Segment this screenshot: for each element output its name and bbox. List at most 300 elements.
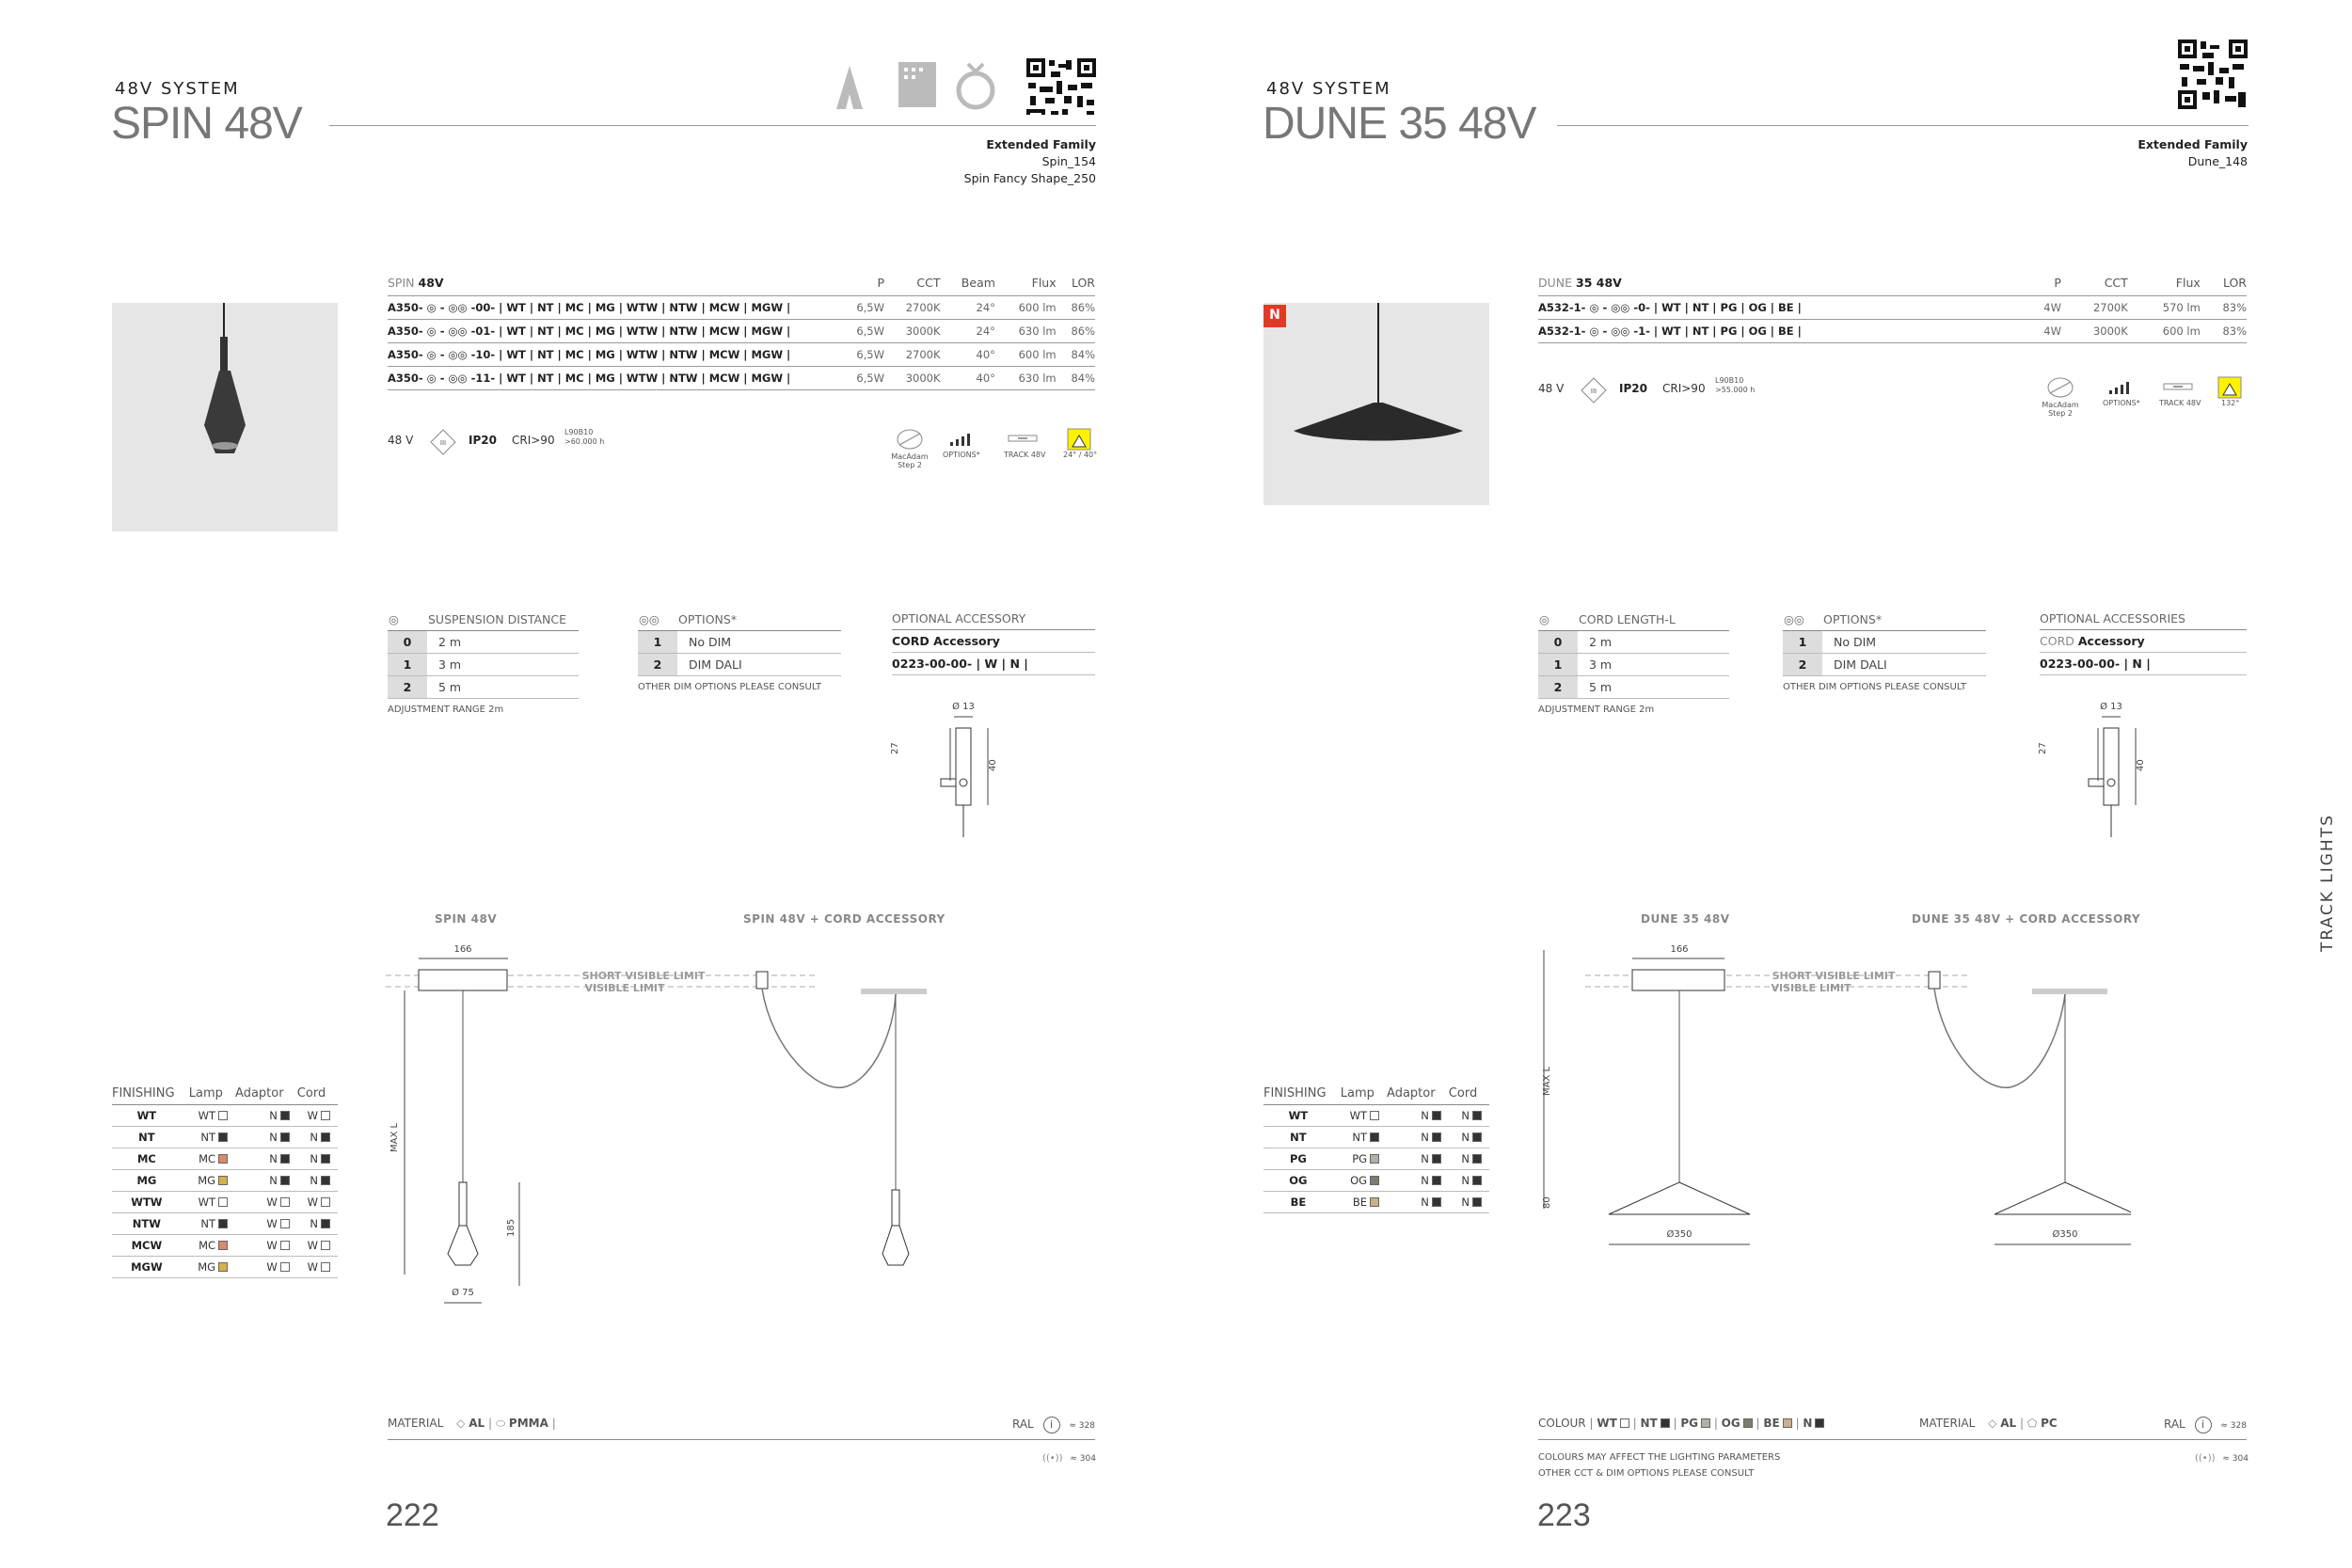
- finishing-lamp: [189, 1192, 235, 1213]
- finishing-cord: [1449, 1192, 1489, 1213]
- finishing-cord-code: W: [307, 1260, 318, 1274]
- finishing-code: MCW: [112, 1235, 189, 1257]
- finishing-row[interactable]: [112, 1235, 338, 1257]
- spec-code: A350- ◎ - ◎◎ -00- | WT | NT | MC | MG | WTW | NTW | MCW | MGW |: [388, 296, 839, 320]
- left-title-rule: [329, 125, 1096, 126]
- color-swatch: [1815, 1418, 1824, 1428]
- cct-note: OTHER CCT & DIM OPTIONS PLEASE CONSULT: [1538, 1468, 1755, 1479]
- max-l-label: MAX L: [1542, 1066, 1552, 1096]
- finishing-ad: [1387, 1127, 1449, 1148]
- adaptor-header: Adaptor: [235, 1086, 297, 1105]
- qr-code-icon: [2178, 40, 2248, 109]
- finishing-ad: [1387, 1105, 1449, 1127]
- right-product-title: DUNE 35 48V: [1263, 99, 1536, 149]
- finishing-lamp: [189, 1170, 235, 1192]
- finishing-code: NTW: [112, 1213, 189, 1235]
- spec-header-p: P: [877, 276, 884, 290]
- color-swatch: [218, 1132, 228, 1142]
- new-badge: N: [1263, 305, 1286, 327]
- adaptor-header: Adaptor: [1387, 1086, 1449, 1105]
- spec-beam: 40°: [941, 343, 995, 367]
- color-swatch: [1661, 1418, 1670, 1428]
- family-item[interactable]: Spin Fancy Shape_250: [963, 171, 1096, 185]
- finishing-cord-code: W: [307, 1109, 318, 1122]
- color-swatch: [1432, 1154, 1441, 1164]
- left-material-row: MATERIAL ◇ AL | ⬭ PMMA |: [388, 1417, 556, 1430]
- accessory-title: [2040, 630, 2247, 653]
- color-swatch: [1783, 1418, 1792, 1428]
- finishing-lamp-code: NT: [200, 1217, 216, 1230]
- color-swatch: [321, 1219, 330, 1228]
- finishing-row[interactable]: [1263, 1127, 1489, 1148]
- diagram-diameter-a: Ø350: [1666, 1229, 1692, 1240]
- wave-ref: ≈ 304: [2222, 1454, 2249, 1464]
- cord-row[interactable]: [1538, 631, 1729, 654]
- finishing-cord-code: N: [1461, 1174, 1470, 1187]
- finishing-ad-code: N: [269, 1109, 278, 1122]
- finishing-row[interactable]: [112, 1170, 338, 1192]
- color-swatch: [1370, 1111, 1379, 1120]
- color-swatch: [321, 1197, 330, 1207]
- finishing-ad: [235, 1235, 297, 1257]
- color-swatch: [218, 1154, 228, 1164]
- finishing-lamp: [1341, 1148, 1387, 1170]
- options-row[interactable]: [638, 631, 841, 654]
- finishing-cord: [1449, 1127, 1489, 1148]
- family-item[interactable]: Spin_154: [1041, 154, 1096, 168]
- qr-code-icon: [1026, 58, 1096, 115]
- cord-row[interactable]: [1538, 654, 1729, 676]
- cord-header: Cord: [1449, 1086, 1489, 1105]
- wave-ref: ≈ 304: [1070, 1454, 1096, 1464]
- colour-code: WT: [1597, 1417, 1617, 1430]
- color-swatch: [1472, 1132, 1482, 1142]
- right-cord-table: [1538, 611, 1729, 715]
- options-icon: ◎◎: [639, 612, 660, 626]
- color-swatch: [280, 1241, 290, 1250]
- finishing-code: NT: [1263, 1127, 1341, 1148]
- finishing-lamp-code: NT: [200, 1131, 216, 1144]
- accessory-dim-b: 40: [2136, 759, 2146, 771]
- spec-flux: 600 lm: [2128, 320, 2201, 343]
- color-swatch: [321, 1176, 330, 1185]
- accessory-header: OPTIONAL ACCESSORY: [892, 611, 1095, 630]
- finishing-cord-code: N: [1461, 1196, 1470, 1209]
- row-value: 2 m: [427, 631, 579, 654]
- accessory-title-prefix: CORD: [2040, 634, 2074, 648]
- spec-cct: 3000K: [884, 367, 941, 390]
- accessory-code[interactable]: 0223-00-00- | W | N |: [892, 653, 1095, 675]
- left-ral: [1012, 1417, 1095, 1433]
- row-value: 5 m: [1578, 676, 1729, 699]
- left-spec-table: [388, 276, 1095, 390]
- spec-header-flux: Flux: [2175, 276, 2201, 290]
- color-swatch: [1432, 1176, 1441, 1185]
- right-wave-ref: [2195, 1450, 2249, 1464]
- color-swatch: [1472, 1111, 1482, 1120]
- finishing-row[interactable]: [112, 1257, 338, 1278]
- diagram-height: 185: [506, 1218, 516, 1237]
- left-finishing-table: [112, 1086, 338, 1278]
- left-header-icons: [833, 58, 1105, 119]
- spec-header-beam: Beam: [961, 276, 995, 290]
- left-footer-rule: [388, 1439, 1095, 1440]
- extended-family-heading: Extended Family: [986, 137, 1096, 151]
- finishing-ad-code: N: [1421, 1131, 1429, 1144]
- finishing-ad-code: N: [1421, 1109, 1429, 1122]
- spec-lor: 84%: [1057, 343, 1095, 367]
- side-section-label[interactable]: TRACK LIGHTS: [2318, 814, 2337, 952]
- color-swatch: [321, 1241, 330, 1250]
- finishing-lamp: [1341, 1105, 1387, 1127]
- beam-icon: [2217, 376, 2242, 399]
- row-value: 2 m: [1578, 631, 1729, 654]
- accessory-header: OPTIONAL ACCESSORIES: [2040, 611, 2247, 630]
- spec-lor: 84%: [1057, 367, 1095, 390]
- material-pc: PC: [2041, 1417, 2058, 1430]
- spec-power: 6,5W: [839, 296, 884, 320]
- finishing-lamp-code: PG: [1352, 1152, 1368, 1165]
- finishing-lamp-code: OG: [1350, 1174, 1368, 1187]
- accessory-title: CORD Accessory: [892, 630, 1095, 653]
- lifetime: L90B10: [1715, 376, 1744, 385]
- finishing-cord: [297, 1127, 338, 1148]
- finishing-lamp-code: WT: [1349, 1109, 1368, 1122]
- material-pmma: PMMA: [508, 1417, 548, 1430]
- cord-note: ADJUSTMENT RANGE 2m: [1538, 705, 1655, 715]
- finishing-lamp: [189, 1257, 235, 1278]
- short-visible-limit: SHORT VISIBLE LIMIT: [581, 970, 706, 982]
- colour-note: COLOURS MAY AFFECT THE LIGHTING PARAMETERS: [1538, 1452, 1781, 1463]
- diagram-title-b: SPIN 48V + CORD ACCESSORY: [743, 912, 946, 926]
- right-spec-badges: [1538, 376, 2253, 423]
- material-label: MATERIAL: [1919, 1417, 1976, 1430]
- color-swatch: [321, 1262, 330, 1272]
- beam-label: 24° / 40°: [1063, 451, 1098, 459]
- finishing-ad-code: N: [1421, 1174, 1429, 1187]
- visible-limit: VISIBLE LIMIT: [1771, 982, 1851, 994]
- right-finishing-table: [1263, 1086, 1489, 1213]
- accessory-dim-b: 40: [988, 759, 998, 771]
- finishing-header: FINISHING: [112, 1086, 189, 1105]
- diagram-width: 166: [1670, 944, 1689, 955]
- track-icon: [1007, 434, 1039, 445]
- cord-icon: ◎: [1539, 612, 1549, 626]
- accessory-dim-a: 27: [2038, 742, 2048, 754]
- options-header: OPTIONS*: [677, 611, 841, 631]
- design-award-icon: [836, 66, 863, 109]
- suspension-row[interactable]: [388, 676, 579, 699]
- accessory-code[interactable]: 0223-00-00- | N |: [2040, 653, 2247, 675]
- finishing-lamp: [189, 1235, 235, 1257]
- finishing-row[interactable]: [112, 1105, 338, 1127]
- right-spec-table: [1538, 276, 2247, 343]
- finishing-row[interactable]: [112, 1192, 338, 1213]
- svg-text:III: III: [1590, 388, 1597, 395]
- left-extended-family: [847, 136, 1096, 187]
- voltage: 48 V: [388, 434, 414, 447]
- spec-power: 6,5W: [839, 367, 884, 390]
- left-product-title: SPIN 48V: [111, 99, 302, 149]
- right-ral: [2164, 1417, 2247, 1433]
- suspension-note: ADJUSTMENT RANGE 2m: [388, 705, 504, 715]
- finishing-row[interactable]: [1263, 1170, 1489, 1192]
- spec-code: A532-1- ◎ - ◎◎ -0- | WT | NT | PG | OG | BE |: [1538, 296, 2027, 320]
- row-value: No DIM: [1822, 631, 1986, 654]
- finishing-cord-code: N: [310, 1174, 318, 1187]
- row-value: DIM DALI: [1822, 654, 1986, 676]
- spec-lor: 83%: [2201, 296, 2247, 320]
- options-row[interactable]: [1783, 631, 1986, 654]
- spec-power: 4W: [2027, 296, 2061, 320]
- color-swatch: [280, 1176, 290, 1185]
- color-swatch: [1472, 1176, 1482, 1185]
- diagram-width: 166: [453, 944, 472, 955]
- separator: |: [1710, 1417, 1722, 1430]
- right-system-label: 48V SYSTEM: [1266, 79, 1391, 99]
- finishing-row[interactable]: [1263, 1192, 1489, 1213]
- accessory-dim-a: 27: [890, 742, 900, 754]
- finishing-ad: [235, 1257, 297, 1278]
- spec-header-p: P: [2054, 276, 2061, 290]
- left-page-number: 222: [386, 1497, 439, 1533]
- finishing-code: WTW: [112, 1192, 189, 1213]
- color-swatch: [1743, 1418, 1753, 1428]
- separator: |: [1629, 1417, 1641, 1430]
- diagram-diameter-b: Ø350: [2052, 1229, 2078, 1240]
- suspension-icon: ◎: [389, 612, 399, 626]
- spec-beam: 24°: [941, 296, 995, 320]
- color-swatch: [1701, 1418, 1710, 1428]
- options-label: OPTIONS*: [2103, 399, 2140, 407]
- finishing-lamp-code: MG: [198, 1260, 216, 1274]
- finishing-ad-code: W: [266, 1217, 278, 1230]
- finishing-code: MC: [112, 1148, 189, 1170]
- finishing-ad: [235, 1170, 297, 1192]
- spec-name-prefix: DUNE: [1538, 276, 1573, 290]
- spec-row: [1538, 296, 2247, 320]
- svg-text:III: III: [439, 439, 447, 447]
- info-icon[interactable]: i: [2195, 1417, 2212, 1433]
- diagram-title-a: DUNE 35 48V: [1641, 912, 1730, 926]
- info-icon[interactable]: i: [1043, 1417, 1060, 1433]
- finishing-row[interactable]: [112, 1213, 338, 1235]
- spec-cct: 2700K: [884, 343, 941, 367]
- color-swatch: [1472, 1197, 1482, 1207]
- row-value: 5 m: [427, 676, 579, 699]
- finishing-lamp-code: MG: [198, 1174, 216, 1187]
- finishing-row[interactable]: [112, 1148, 338, 1170]
- right-footer-rule: [1538, 1439, 2247, 1440]
- finishing-lamp-code: WT: [198, 1196, 216, 1209]
- separator: |: [1752, 1417, 1764, 1430]
- spec-flux: 600 lm: [995, 296, 1057, 320]
- left-spec-badges: [388, 428, 1103, 475]
- suspension-row[interactable]: [388, 631, 579, 654]
- finishing-cord-code: W: [307, 1239, 318, 1252]
- beam-icon: [1067, 428, 1091, 451]
- finishing-row[interactable]: [112, 1127, 338, 1148]
- finishing-lamp-code: MC: [199, 1152, 216, 1165]
- cord-row[interactable]: [1538, 676, 1729, 699]
- spec-name-suffix: 48V: [418, 276, 444, 290]
- finishing-header: FINISHING: [1263, 1086, 1341, 1105]
- spec-beam: 24°: [941, 320, 995, 343]
- finishing-code: NT: [112, 1127, 189, 1148]
- finishing-ad: [235, 1213, 297, 1235]
- beam-label: 132°: [2221, 399, 2240, 407]
- track-label: TRACK 48V: [1004, 451, 1046, 459]
- color-swatch: [280, 1154, 290, 1164]
- colour-code: OG: [1721, 1417, 1740, 1430]
- track-label: TRACK 48V: [2159, 399, 2201, 407]
- finishing-row[interactable]: [1263, 1105, 1489, 1127]
- finishing-lamp: [189, 1105, 235, 1127]
- colour-code: N: [1803, 1417, 1813, 1430]
- red-dot-award-icon: [898, 62, 936, 107]
- finishing-lamp-code: NT: [1352, 1131, 1368, 1144]
- ral-label: RAL: [2164, 1418, 2185, 1431]
- right-accessory-drawing: [2032, 696, 2164, 847]
- ral-ref: ≈ 328: [2220, 1421, 2247, 1431]
- diagram-diameter: Ø 75: [452, 1288, 474, 1298]
- finishing-cord: [1449, 1105, 1489, 1127]
- row-number: 1: [1783, 631, 1822, 654]
- options-row[interactable]: [1783, 654, 1986, 676]
- color-swatch: [321, 1111, 330, 1120]
- material-al: AL: [2000, 1417, 2017, 1430]
- right-title-rule: [1557, 125, 2249, 126]
- finishing-ad-code: N: [1421, 1152, 1429, 1165]
- colour-code: NT: [1640, 1417, 1658, 1430]
- class-iii-icon: [1580, 376, 1608, 404]
- row-number: 2: [1538, 676, 1578, 699]
- color-swatch: [321, 1132, 330, 1142]
- color-swatch: [280, 1111, 290, 1120]
- finishing-ad: [1387, 1170, 1449, 1192]
- right-extended-family: [1999, 136, 2248, 170]
- material-label: MATERIAL: [388, 1417, 444, 1430]
- family-item[interactable]: Dune_148: [2187, 154, 2248, 168]
- finishing-cord-code: N: [310, 1152, 318, 1165]
- max-l-label: MAX L: [389, 1122, 400, 1152]
- if-award-icon: [959, 64, 993, 107]
- right-colour-row: [1538, 1417, 1824, 1430]
- finishing-row[interactable]: [1263, 1148, 1489, 1170]
- spec-header-lor: LOR: [1071, 276, 1095, 290]
- class-iii-icon: [429, 428, 457, 456]
- separator: |: [1669, 1417, 1681, 1430]
- ral-label: RAL: [1012, 1418, 1034, 1431]
- finishing-code: WT: [112, 1105, 189, 1127]
- right-options-table: [1783, 611, 1986, 692]
- cri-value: CRI>90: [512, 434, 555, 447]
- right-material-row: MATERIAL ◇ AL | ⬠ PC: [1919, 1417, 2058, 1430]
- finishing-cord: [1449, 1148, 1489, 1170]
- finishing-cord: [297, 1105, 338, 1127]
- extended-family-heading: Extended Family: [2137, 137, 2248, 151]
- finishing-code: PG: [1263, 1148, 1341, 1170]
- pmma-icon: ⬭: [495, 1417, 506, 1430]
- track-icon: [2162, 382, 2194, 393]
- spec-name-prefix: SPIN: [388, 276, 415, 290]
- lifetime: L90B10: [564, 428, 594, 436]
- color-swatch: [1370, 1154, 1379, 1164]
- color-swatch: [218, 1262, 228, 1272]
- spec-code: A532-1- ◎ - ◎◎ -1- | WT | NT | PG | OG | BE |: [1538, 320, 2027, 343]
- suspension-row[interactable]: [388, 654, 579, 676]
- finishing-cord: [1449, 1170, 1489, 1192]
- finishing-cord-code: N: [310, 1217, 318, 1230]
- options-note: OTHER DIM OPTIONS PLEASE CONSULT: [1783, 682, 1967, 692]
- separator: |: [1791, 1417, 1804, 1430]
- spec-row: [1538, 320, 2247, 343]
- color-swatch: [1472, 1154, 1482, 1164]
- spec-cct: 2700K: [2061, 296, 2128, 320]
- color-swatch: [1370, 1176, 1379, 1185]
- separator: |: [1589, 1417, 1597, 1430]
- colour-label: COLOUR: [1538, 1417, 1586, 1430]
- color-swatch: [280, 1262, 290, 1272]
- spec-lor: 86%: [1057, 320, 1095, 343]
- finishing-code: BE: [1263, 1192, 1341, 1213]
- cord-header: Cord: [297, 1086, 338, 1105]
- accessory-title-bold: Accessory: [2077, 634, 2145, 648]
- cri-value: CRI>90: [1662, 382, 1706, 395]
- finishing-ad: [235, 1148, 297, 1170]
- spec-header-flux: Flux: [1031, 276, 1057, 290]
- pc-icon: ⬠: [2026, 1417, 2038, 1430]
- finishing-code: WT: [1263, 1105, 1341, 1127]
- color-swatch: [218, 1241, 228, 1250]
- left-accessory-drawing: [884, 696, 1016, 847]
- color-swatch: [1370, 1197, 1379, 1207]
- spec-header-cct: CCT: [2104, 276, 2128, 290]
- spec-power: 6,5W: [839, 320, 884, 343]
- row-value: 3 m: [1578, 654, 1729, 676]
- finishing-lamp: [189, 1213, 235, 1235]
- color-swatch: [1370, 1132, 1379, 1142]
- finishing-ad-code: W: [266, 1239, 278, 1252]
- finishing-lamp: [1341, 1127, 1387, 1148]
- finishing-ad: [235, 1105, 297, 1127]
- left-wave-ref: [1042, 1450, 1096, 1464]
- aluminium-icon: ◇: [456, 1417, 466, 1430]
- row-number: 0: [1538, 631, 1578, 654]
- finishing-cord: [297, 1170, 338, 1192]
- spec-lor: 86%: [1057, 296, 1095, 320]
- short-visible-limit: SHORT VISIBLE LIMIT: [1772, 970, 1896, 982]
- options-header: OPTIONS*: [1822, 611, 1986, 631]
- left-accessory: [892, 611, 1095, 675]
- left-system-label: 48V SYSTEM: [115, 79, 240, 99]
- spec-code: A350- ◎ - ◎◎ -11- | WT | NT | MC | MG | WTW | NTW | MCW | MGW |: [388, 367, 839, 390]
- finishing-ad-code: W: [266, 1196, 278, 1209]
- right-product-photo: [1263, 303, 1489, 505]
- spec-flux: 630 lm: [995, 320, 1057, 343]
- spec-header-lor: LOR: [2222, 276, 2247, 290]
- finishing-code: OG: [1263, 1170, 1341, 1192]
- finishing-lamp: [1341, 1170, 1387, 1192]
- color-swatch: [280, 1197, 290, 1207]
- color-swatch: [1432, 1132, 1441, 1142]
- diagram-title-b: DUNE 35 48V + CORD ACCESSORY: [1912, 912, 2141, 926]
- options-row[interactable]: [638, 654, 841, 676]
- spec-flux: 570 lm: [2128, 296, 2201, 320]
- right-dimension-diagram: [1529, 936, 2131, 1265]
- row-number: 2: [638, 654, 677, 676]
- macadam-label: MacAdam Step 2: [2042, 401, 2079, 418]
